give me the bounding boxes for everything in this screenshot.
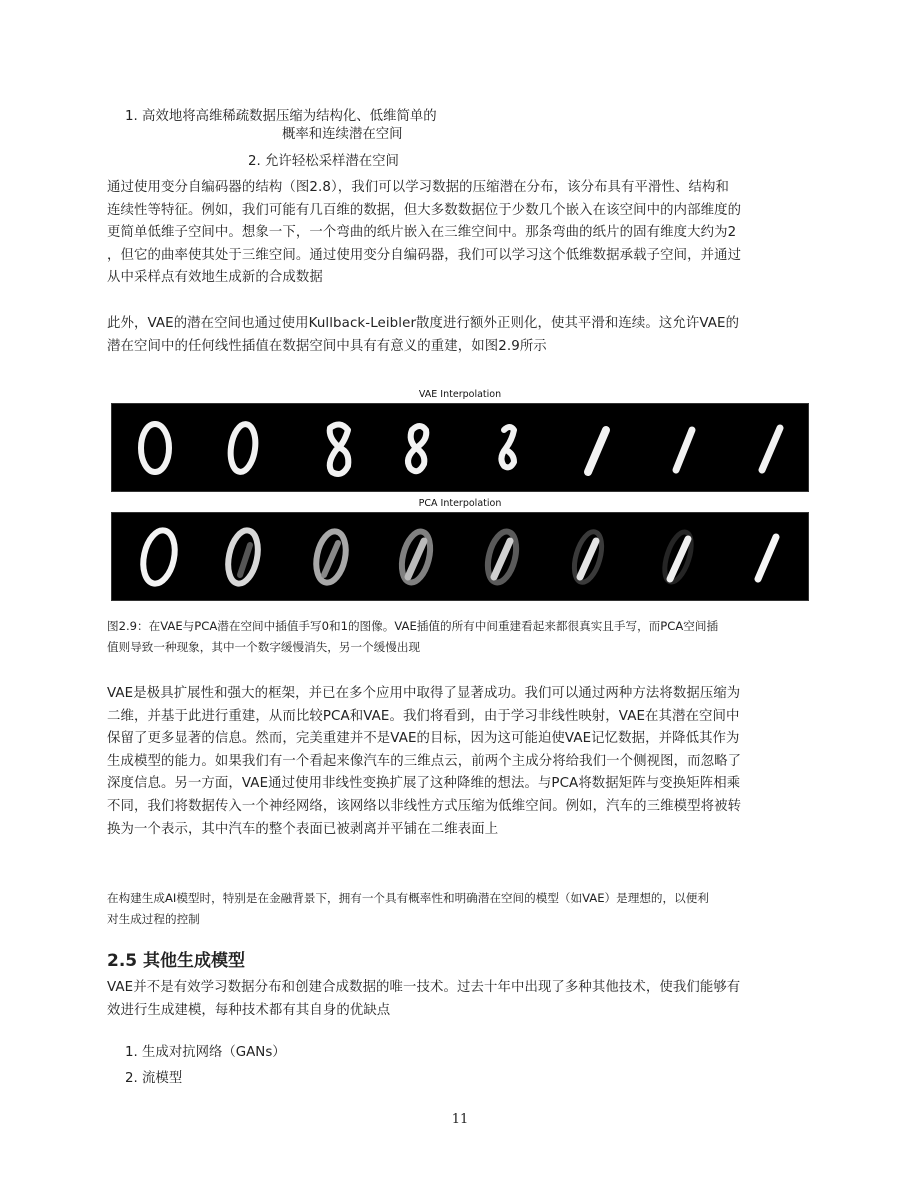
text-line: 生成模型的能力。如果我们有一个看起来像汽车的三维点云，前两个主成分将给我们一个侧视图，而忽略了	[107, 753, 742, 769]
vae-digits-svg	[112, 404, 808, 491]
paragraph-3	[107, 683, 741, 841]
text-line: 通过使用变分自编码器的结构（图2.8），我们可以学习数据的压缩潜在分布，该分布具有平滑性、结构和	[107, 180, 729, 195]
digit-emerging-one	[240, 545, 250, 575]
vae-plot-title: VAE Interpolation	[418, 389, 502, 400]
text-line: 从中采样点有效地生成新的合成数据	[107, 270, 323, 286]
digit-zero	[141, 424, 169, 472]
digit-one	[588, 430, 606, 472]
pca-plot-title: PCA Interpolation	[418, 498, 502, 509]
text-line: ，但它的曲率使其处于三维空间。通过使用变分自编码器，我们可以学习这个低维数据承载子空间，并通过	[107, 247, 742, 263]
pca-digits-svg	[112, 513, 808, 600]
text-line: VAE是极具扩展性和强大的框架，并已在多个应用中取得了显著成功。我们可以通过两种方法将数据压缩为	[107, 686, 741, 701]
text-line: 潜在空间中的任何线性插值在数据空间中具有有意义的重建，如图2.9所示	[107, 338, 547, 354]
text-line: 不同，我们将数据传入一个神经网络，该网络以非线性方式压缩为低维空间。例如，汽车的三维模型将被转	[107, 798, 742, 814]
text-line: 换为一个表示，其中汽车的整个表面已被剥离并平铺在二维表面上	[107, 821, 499, 837]
note-line: 对生成过程的控制	[107, 912, 200, 926]
text-line: 连续性等特征。例如，我们可能有几百维的数据，但大多数数据位于少数几个嵌入在该空间中的内部维度的	[107, 202, 742, 218]
digit-blend	[501, 427, 514, 467]
page-number: 11	[451, 1112, 469, 1127]
digit-one	[762, 428, 780, 470]
paragraph-1	[107, 177, 741, 290]
digit-one	[676, 430, 692, 470]
note-line: 在构建生成AI模型时，特别是在金融背景下，拥有一个具有概率性和明确潜在空间的模型（如VAE）是理想的，以便利	[107, 891, 709, 905]
digit-emerging-one	[324, 543, 338, 575]
digit-zero	[139, 527, 180, 586]
digit-blend	[330, 424, 349, 474]
figure-vae-title-wrap	[111, 389, 809, 400]
digit-zero	[228, 423, 258, 474]
caption-line: 图2.9：在VAE与PCA潜在空间中插值手写0和1的图像。VAE插值的所有中间重建看起来都很真实且手写，而PCA空间插	[107, 619, 719, 633]
text-line: 更简单低维子空间中。想象一下，一个弯曲的纸片嵌入在三维空间中。那条弯曲的纸片的固有维度大约为2	[107, 225, 737, 241]
figure-pca-title-wrap	[111, 498, 809, 509]
list-item: 1. 高效地将高维稀疏数据压缩为结构化、低维简单的	[125, 109, 437, 124]
text-line: 效进行生成建模，每种技术都有其自身的优缺点	[107, 1002, 391, 1018]
list-item-continuation: 概率和连续潜在空间	[282, 127, 403, 142]
figure-caption	[107, 616, 718, 658]
section-intro	[107, 977, 740, 1022]
section-heading: 2.5 其他生成模型	[107, 951, 246, 971]
list-item: 2. 流模型	[125, 1071, 183, 1086]
list-item: 2. 允许轻松采样潜在空间	[248, 154, 399, 169]
digit-blend	[408, 426, 426, 471]
text-line: 二维，并基于此进行重建，从而比较PCA和VAE。我们将看到，由于学习非线性映射，VAE在其潜在空间中	[107, 708, 740, 724]
paragraph-2	[107, 313, 739, 358]
text-line: 深度信息。另一方面，VAE通过使用非线性变换扩展了这种降维的想法。与PCA将数据矩阵与变换矩阵相乘	[107, 776, 741, 792]
pca-interpolation-image	[111, 512, 809, 601]
text-line: 保留了更多显著的信息。然而，完美重建并不是VAE的目标，因为这可能迫使VAE记忆数据，并降低其作为	[107, 731, 740, 747]
text-line: VAE并不是有效学习数据分布和创建合成数据的唯一技术。过去十年中出现了多种其他技术，使我们能够有	[107, 980, 741, 995]
digit-one	[758, 537, 776, 579]
note-paragraph	[107, 888, 709, 930]
text-line: 此外，VAE的潜在空间也通过使用Kullback-Leibler散度进行额外正则化，使其平滑和连续。这允许VAE的	[107, 316, 740, 331]
vae-interpolation-image	[111, 403, 809, 492]
list-item: 1. 生成对抗网络（GANs）	[125, 1045, 286, 1060]
caption-line: 值则导致一种现象，其中一个数字缓慢消失，另一个缓慢出现	[107, 640, 421, 654]
